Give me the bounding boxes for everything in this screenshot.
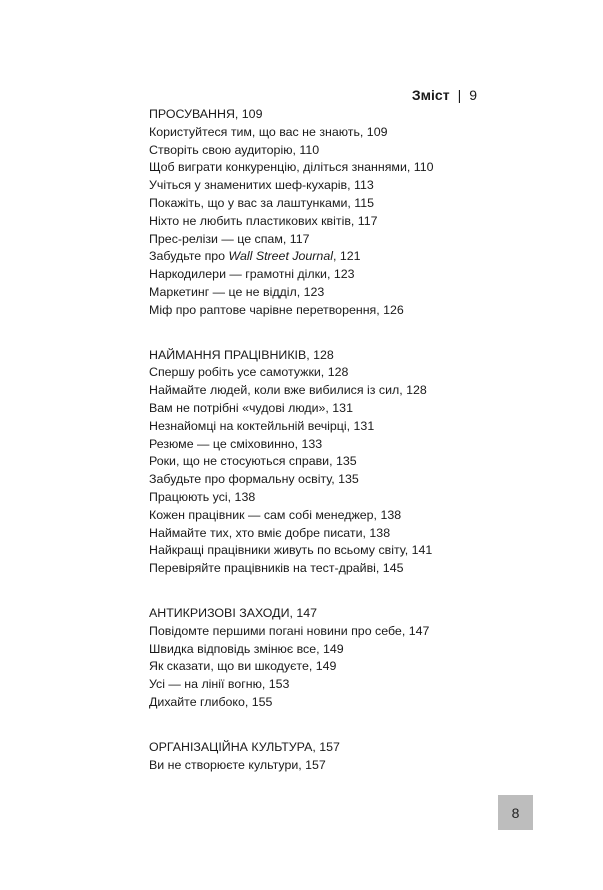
toc-entry (149, 213, 479, 231)
entry-text: Щоб виграти конкуренцію, діліться знаннями, 110 (149, 160, 434, 175)
entry-text: Міф про раптове чарівне перетворення, 126 (149, 302, 404, 317)
toc-entry (149, 302, 479, 320)
toc-entry (149, 658, 479, 676)
toc-entry (149, 400, 479, 418)
toc-entry (149, 266, 479, 284)
toc-entry (149, 124, 479, 142)
entry-italic-text: Wall Street Journal (228, 249, 333, 264)
page-number: 8 (511, 804, 520, 821)
running-head-title: Зміст (411, 87, 450, 103)
toc-section (149, 106, 479, 320)
entry-text: Учіться у знаменитих шеф-кухарів, 113 (149, 178, 374, 193)
entry-text: Наймайте тих, хто вміє добре писати, 138 (149, 525, 391, 540)
entry-text: Ніхто не любить пластикових квітів, 117 (149, 213, 378, 228)
toc-section (149, 739, 479, 775)
running-head (412, 86, 477, 104)
entry-text: Перевіряйте працівників на тест-драйві, 145 (149, 561, 404, 576)
toc-entry (149, 177, 479, 195)
toc-entry (149, 248, 479, 266)
entry-text: Усі — на лінії вогню, 153 (149, 677, 290, 692)
toc-entry (149, 382, 479, 400)
toc-section (149, 347, 479, 578)
entry-text: Прес-релізи — це спам, 117 (149, 231, 310, 246)
entry-text: Ви не створюєте культури, 157 (149, 757, 326, 772)
entry-text: Незнайомці на коктейльній вечірці, 131 (149, 418, 375, 433)
toc-entry (149, 231, 479, 249)
toc-entry (149, 159, 479, 177)
page-number-tab (498, 795, 533, 830)
toc-entry (149, 560, 479, 578)
entry-text: Спершу робіть усе самотужки, 128 (149, 365, 349, 380)
entry-text: Резюме — це сміховинно, 133 (149, 436, 323, 451)
toc-entry (149, 489, 479, 507)
entry-text: Створіть свою аудиторію, 110 (149, 142, 320, 157)
toc-entry (149, 471, 479, 489)
entry-text: Роки, що не стосуються справи, 135 (149, 454, 357, 469)
toc-entry (149, 507, 479, 525)
toc-entry (149, 694, 479, 712)
toc-entry (149, 757, 479, 775)
toc-entry (149, 284, 479, 302)
entry-text: Найкращі працівники живуть по всьому світу, 141 (149, 543, 433, 558)
entry-text: Кожен працівник — сам собі менеджер, 138 (149, 507, 402, 522)
section-title: АНТИКРИЗОВІ ЗАХОДИ, 147 (149, 605, 318, 620)
toc-entry (149, 676, 479, 694)
toc-entry (149, 195, 479, 213)
toc-entry (149, 453, 479, 471)
entry-text: Покажіть, що у вас за лаштунками, 115 (149, 195, 375, 210)
entry-text: Вам не потрібні «чудові люди», 131 (149, 400, 353, 415)
toc-entry (149, 542, 479, 560)
entry-text: Наймайте людей, коли вже вибилися із сил, 128 (149, 383, 427, 398)
entry-text: Працюють усі, 138 (149, 489, 256, 504)
toc-entry (149, 436, 479, 454)
entry-text: Забудьте про формальну освіту, 135 (149, 472, 359, 487)
entry-text: Швидка відповідь змінює все, 149 (149, 641, 344, 656)
section-title: ОРГАНІЗАЦІЙНА КУЛЬТУРА, 157 (149, 739, 340, 754)
running-head-separator: | (457, 87, 462, 103)
entry-text: Користуйтеся тим, що вас не знають, 109 (149, 124, 388, 139)
entry-text: Дихайте глибоко, 155 (149, 694, 273, 709)
entry-text: Як сказати, що ви шкодуєте, 149 (149, 659, 337, 674)
table-of-contents (149, 106, 479, 774)
toc-entry (149, 525, 479, 543)
toc-entry (149, 142, 479, 160)
toc-entry (149, 623, 479, 641)
section-title: ПРОСУВАННЯ, 109 (149, 107, 263, 121)
toc-entry (149, 418, 479, 436)
toc-entry (149, 641, 479, 659)
section-title: НАЙМАННЯ ПРАЦІВНИКІВ, 128 (149, 347, 334, 362)
entry-text: Маркетинг — це не відділ, 123 (149, 284, 325, 299)
running-head-page-number: 9 (469, 87, 477, 103)
entry-text: Повідомте першими погані новини про себе, 147 (149, 623, 430, 638)
entry-text-suffix: , 121 (332, 249, 361, 264)
toc-entry (149, 364, 479, 382)
toc-section (149, 605, 479, 712)
entry-text: Забудьте про (149, 249, 229, 264)
entry-text: Наркодилери — грамотні ділки, 123 (149, 267, 355, 282)
